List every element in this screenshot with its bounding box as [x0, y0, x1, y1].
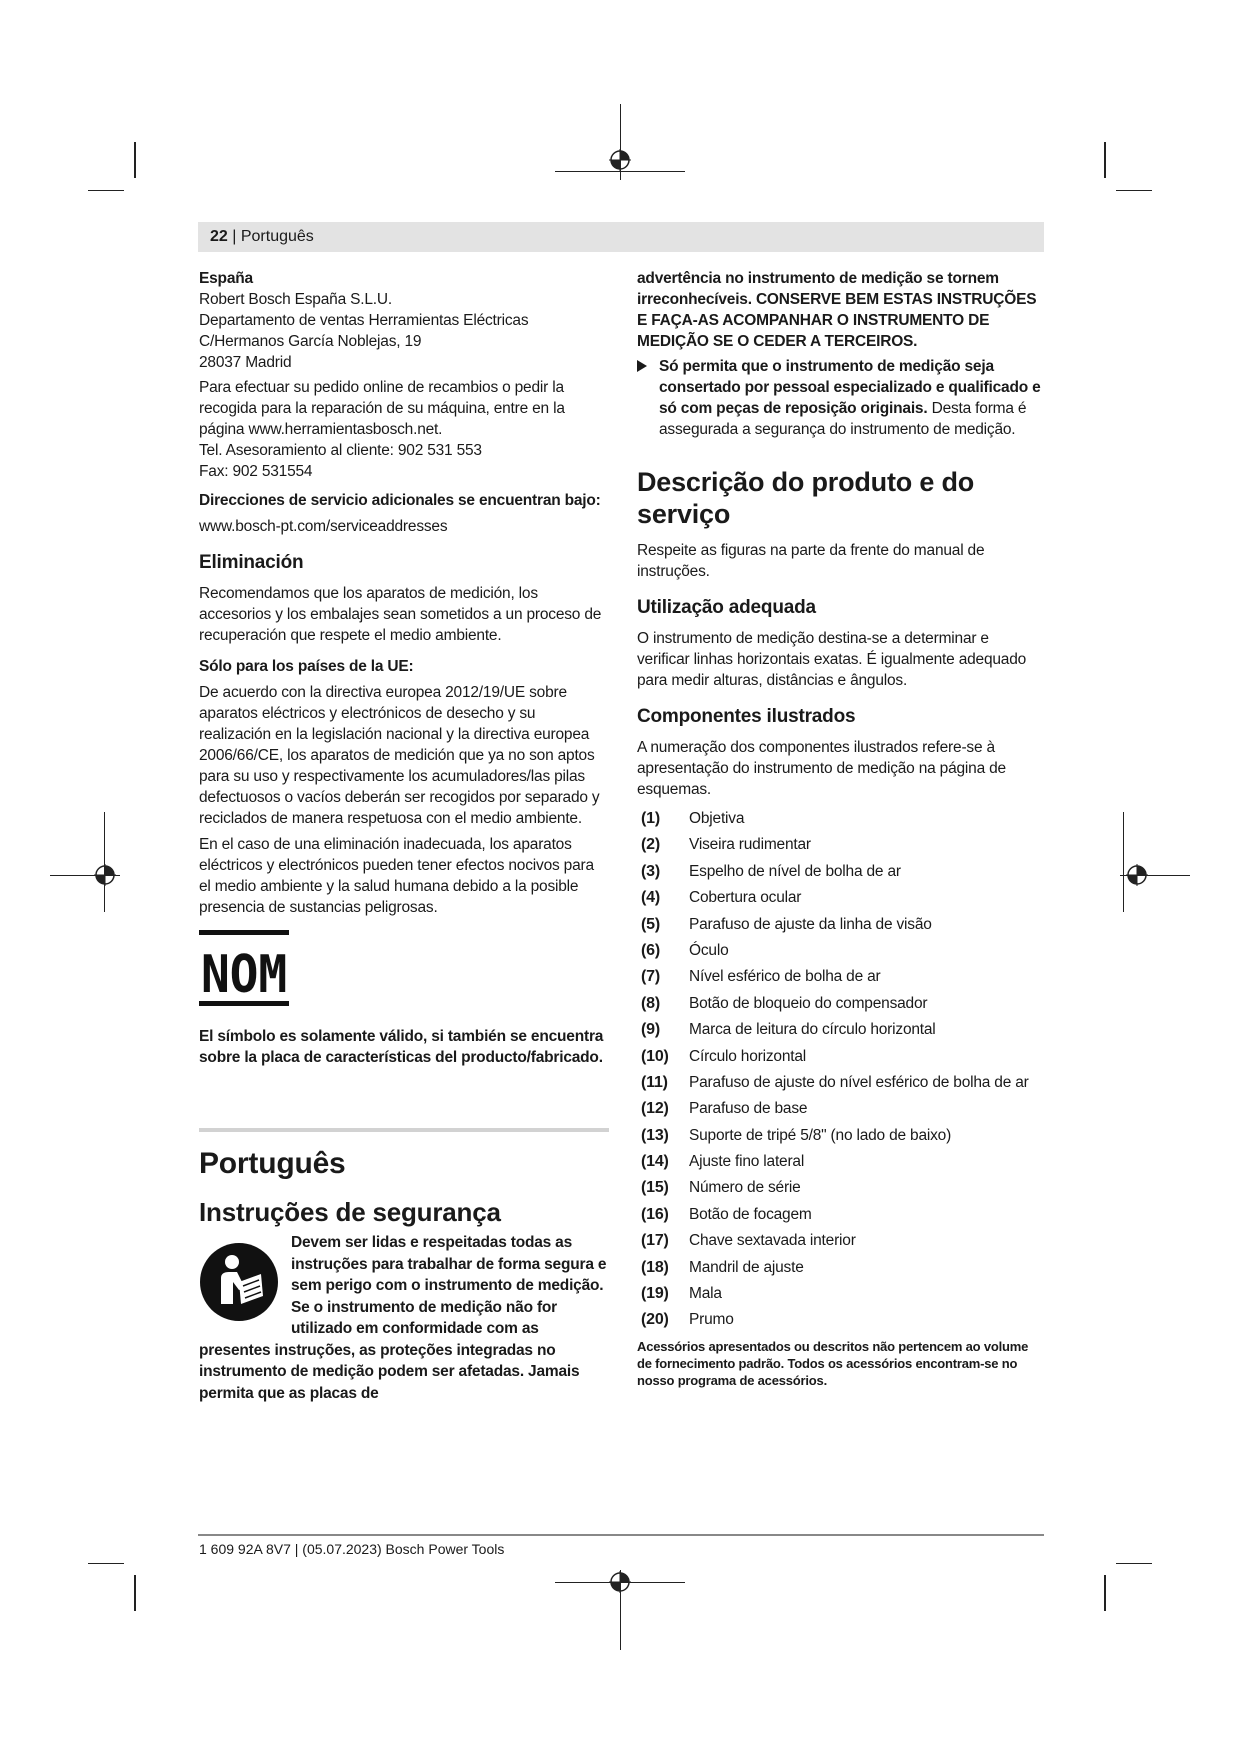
component-label: Marca de leitura do círculo horizontal [689, 1021, 936, 1039]
list-item [637, 1123, 1044, 1149]
safety-continuation: advertência no instrumento de medição se tornem irreconhecíveis. CONSERVE BEM ESTAS INSTRUÇÕES E FAÇA-AS ACOMPANHAR O INSTRUMENTO DE MEDIÇÃO SE O CEDER A TERCEIROS. [637, 270, 1037, 350]
left-column [199, 268, 609, 1409]
bullet-text: Desta forma é assegurada a segurança do instrumento de medição. [659, 400, 1027, 438]
component-number: (18) [641, 1258, 669, 1276]
component-label: Parafuso de ajuste da linha de visão [689, 915, 932, 933]
component-number: (15) [641, 1179, 669, 1197]
crop-mark [134, 1575, 136, 1611]
registration-target-icon [609, 149, 631, 171]
component-label: Parafuso de base [689, 1100, 808, 1118]
list-item [637, 964, 1044, 990]
right-column [637, 268, 1044, 1394]
component-label: Parafuso de ajuste do nível esférico de bolha de ar [689, 1073, 1029, 1091]
list-item [637, 912, 1044, 938]
read-manual-icon [199, 1242, 279, 1322]
component-label: Nível esférico de bolha de ar [689, 968, 881, 986]
safety-bullet [637, 356, 1044, 440]
list-item [637, 806, 1044, 832]
address-line: 28037 Madrid [199, 354, 292, 371]
list-item [637, 1070, 1044, 1096]
component-label: Espelho de nível de bolha de ar [689, 862, 901, 880]
component-label: Cobertura ocular [689, 889, 802, 907]
component-number: (11) [641, 1073, 668, 1091]
list-item [637, 1175, 1044, 1201]
component-number: (5) [641, 915, 660, 933]
component-number: (6) [641, 941, 660, 959]
order-text: Para efectuar su pedido online de recambios o pedir la recogida para la reparación de su máquina, entre en la página www.herramientasbosch.net. [199, 379, 565, 438]
component-number: (19) [641, 1285, 669, 1303]
components-list [637, 806, 1044, 1334]
list-item [637, 1307, 1044, 1333]
list-item [637, 1255, 1044, 1281]
list-item [637, 885, 1044, 911]
list-item [637, 859, 1044, 885]
extra-addresses-title: Direcciones de servicio adicionales se encuentran bajo: [199, 492, 601, 509]
list-item [637, 1202, 1044, 1228]
list-item [637, 1228, 1044, 1254]
component-number: (2) [641, 836, 660, 854]
list-item [637, 1149, 1044, 1175]
component-label: Mala [689, 1285, 722, 1303]
registration-line [1123, 812, 1124, 912]
intended-use-heading: Utilização adequada [637, 597, 816, 618]
fax-line: Fax: 902 531554 [199, 463, 313, 480]
crop-mark [1104, 142, 1106, 178]
footer-text: 1 609 92A 8V7 | (05.07.2023) Bosch Power Tools [199, 1541, 505, 1557]
crop-mark [88, 190, 124, 191]
component-number: (8) [641, 994, 660, 1012]
component-label: Óculo [689, 941, 729, 959]
intended-use-text: O instrumento de medição destina-se a determinar e verificar linhas horizontais exatas. É igualmente adequado para medir alturas, distâncias e ângulos. [637, 630, 1027, 689]
description-heading: Descrição do produto e do serviço [637, 467, 975, 529]
page-header [198, 222, 1044, 252]
component-number: (3) [641, 862, 660, 880]
elimination-heading: Eliminación [199, 552, 304, 573]
component-label: Ajuste fino lateral [689, 1153, 805, 1171]
eu-heading: Sólo para los países de la UE: [199, 658, 414, 675]
component-number: (7) [641, 968, 660, 986]
registration-target-icon [609, 1571, 631, 1593]
tel-line: Tel. Asesoramiento al cliente: 902 531 553 [199, 442, 482, 459]
component-label: Prumo [689, 1311, 734, 1329]
registration-target-icon [1126, 864, 1148, 886]
component-label: Objetiva [689, 810, 745, 827]
bullet-bold-text: Só permita que o instrumento de medição seja consertado por pessoal especializado e qualificado e só com peças de reposição originais. [659, 358, 1041, 417]
accessories-note: Acessórios apresentados ou descritos não pertencem ao volume de fornecimento padrão. Todos os acessórios encontram-se no nosso programa de acessórios. [637, 1338, 1029, 1388]
component-number: (13) [641, 1126, 669, 1144]
component-label: Mandril de ajuste [689, 1258, 804, 1276]
address-line: Departamento de ventas Herramientas Eléctricas [199, 312, 529, 329]
components-text: A numeração dos componentes ilustrados refere-se à apresentação do instrumento de medição na página de esquemas. [637, 739, 1006, 798]
eu-text: De acuerdo con la directiva europea 2012/19/UE sobre aparatos eléctricos y electrónicos de desecho y su realización en la legislación nacional y la directiva europea 2006/66/CE, los aparatos de medición que ya no son aptos para su uso y respectivamente los acumuladores/las pilas defectuosos o vacíos deberán ser recogidos por separado y reciclados de manera respetuosa con el medio ambiente. [199, 684, 600, 827]
safety-block [199, 1232, 609, 1404]
section-divider [199, 1128, 609, 1132]
component-number: (4) [641, 889, 660, 907]
nom-logo-text: NOM [201, 945, 287, 1005]
component-label: Número de série [689, 1179, 801, 1197]
list-item [637, 991, 1044, 1017]
improper-disposal-text: En el caso de una eliminación inadecuada, los aparatos eléctricos y electrónicos pueden tener efectos nocivos para el medio ambiente y la salud humana debido a la posible presencia de sustancias peligrosas. [199, 836, 594, 916]
extra-addresses-url: www.bosch-pt.com/serviceaddresses [199, 518, 448, 535]
header-separator: | [232, 228, 237, 245]
component-number: (14) [641, 1153, 669, 1171]
crop-mark [1104, 1575, 1106, 1611]
list-item [637, 938, 1044, 964]
component-label: Círculo horizontal [689, 1047, 807, 1065]
list-item [637, 1044, 1044, 1070]
header-section: Português [240, 228, 314, 245]
component-label: Chave sextavada interior [689, 1232, 856, 1250]
component-label: Botão de bloqueio do compensador [689, 994, 928, 1012]
components-heading: Componentes ilustrados [637, 706, 856, 727]
safety-text: Devem ser lidas e respeitadas todas as instruções para trabalhar de forma segura e sem perigo com o instrumento de medição. Se o instrumento de medição não for utilizado em conformidade com as presentes instruções, as proteções integradas no instrumento de medição podem ser afetadas. Jamais permita que as placas de [199, 1234, 607, 1402]
component-label: Viseira rudimentar [689, 836, 811, 854]
component-number: (20) [641, 1311, 669, 1329]
list-item [637, 1017, 1044, 1043]
address-line: Robert Bosch España S.L.U. [199, 291, 392, 308]
page-number: 22 [210, 228, 228, 245]
component-number: (10) [641, 1047, 669, 1065]
component-number: (12) [641, 1100, 669, 1118]
component-number: (17) [641, 1232, 669, 1250]
component-label: Suporte de tripé 5/8" (no lado de baixo) [689, 1126, 952, 1144]
address-line: C/Hermanos García Noblejas, 19 [199, 333, 422, 350]
component-label: Botão de focagem [689, 1205, 812, 1223]
crop-mark [1116, 1563, 1152, 1564]
safety-heading: Instruções de segurança [199, 1197, 501, 1227]
crop-mark [1116, 190, 1152, 191]
registration-line [555, 171, 685, 172]
registration-target-icon [94, 864, 116, 886]
nom-logo [199, 930, 289, 1012]
component-number: (9) [641, 1021, 660, 1039]
component-number: (16) [641, 1205, 669, 1223]
registration-line [104, 812, 105, 912]
footer-divider [198, 1534, 1044, 1536]
address-title: España [199, 270, 253, 287]
description-text: Respeite as figuras na parte da frente do manual de instruções. [637, 542, 985, 580]
nom-note: El símbolo es solamente válido, si también se encuentra sobre la placa de características del producto/fabricado. [199, 1028, 604, 1066]
crop-mark [134, 142, 136, 178]
language-heading: Português [199, 1147, 346, 1180]
list-item [637, 832, 1044, 858]
bullet-triangle-icon [637, 360, 647, 372]
list-item [637, 1096, 1044, 1122]
elimination-text: Recomendamos que los aparatos de medición, los accesorios y los embalajes sean sometidos a un proceso de recuperación que respete el medio ambiente. [199, 585, 602, 644]
list-item [637, 1281, 1044, 1307]
crop-mark [88, 1563, 124, 1564]
component-number: (1) [641, 810, 660, 827]
